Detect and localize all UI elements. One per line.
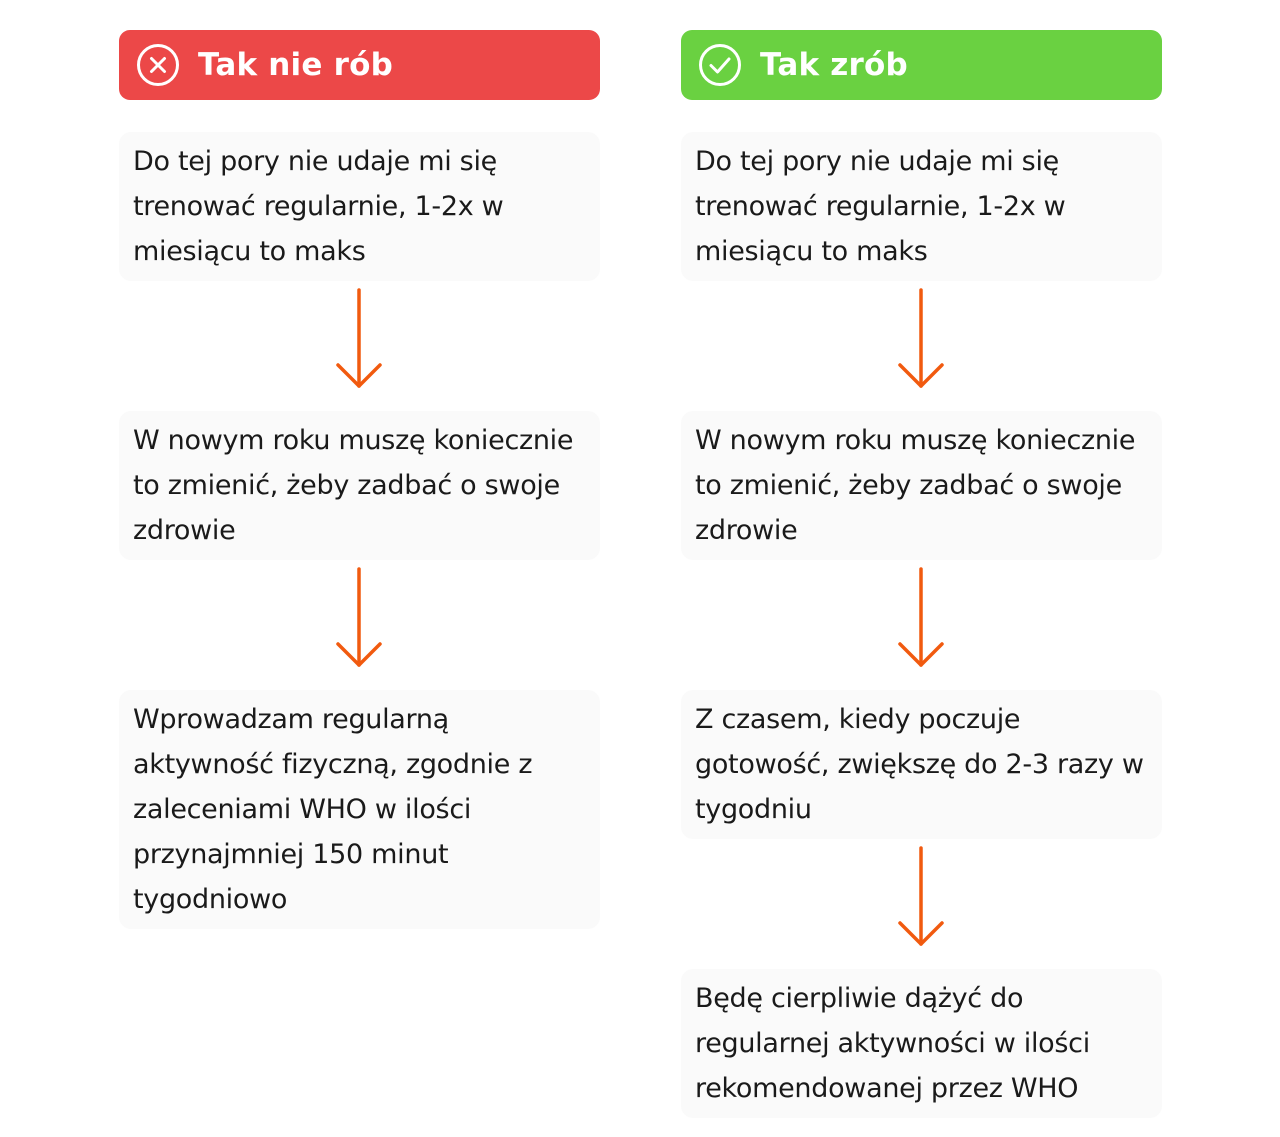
arrow-down-icon xyxy=(335,567,383,671)
arrow-down-icon xyxy=(335,288,383,392)
check-circle-icon xyxy=(698,43,742,87)
do-header-title: Tak zrób xyxy=(760,47,908,83)
dont-step-3: Wprowadzam regularną aktywność fizyczną, zgodnie z zaleceniami WHO w ilości przynajmniej 150 minut tygodniowo xyxy=(119,690,600,929)
x-circle-icon xyxy=(136,43,180,87)
arrow-down-icon xyxy=(897,288,945,392)
dont-header-title: Tak nie rób xyxy=(198,47,393,83)
do-step-1: Do tej pory nie udaje mi się trenować regularnie, 1-2x w miesiącu to maks xyxy=(681,132,1162,281)
dont-header xyxy=(119,30,600,100)
do-header xyxy=(681,30,1162,100)
dont-column xyxy=(119,30,600,915)
arrow-down-icon xyxy=(897,846,945,950)
do-step-3: Z czasem, kiedy poczuje gotowość, zwiększę do 2-3 razy w tygodniu xyxy=(681,690,1162,839)
do-step-2: W nowym roku muszę koniecznie to zmienić, żeby zadbać o swoje zdrowie xyxy=(681,411,1162,560)
do-column xyxy=(681,30,1162,1104)
do-step-4: Będę cierpliwie dążyć do regularnej aktywności w ilości rekomendowanej przez WHO xyxy=(681,969,1162,1118)
arrow-down-icon xyxy=(897,567,945,671)
dont-step-2: W nowym roku muszę koniecznie to zmienić, żeby zadbać o swoje zdrowie xyxy=(119,411,600,560)
dont-step-1: Do tej pory nie udaje mi się trenować regularnie, 1-2x w miesiącu to maks xyxy=(119,132,600,281)
